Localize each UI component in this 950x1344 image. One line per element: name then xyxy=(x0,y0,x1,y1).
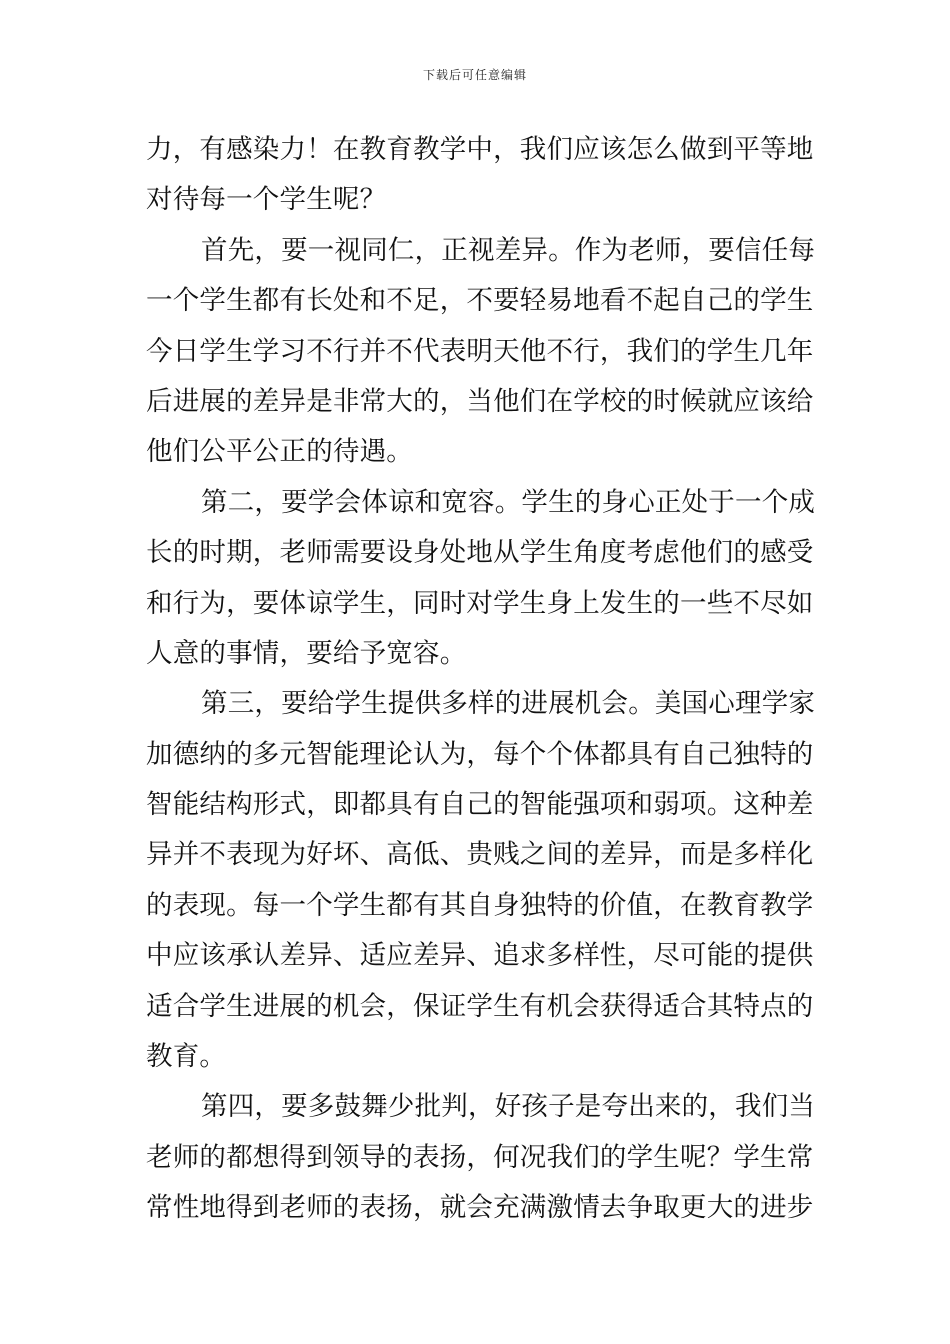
text-line: 后进展的差异是非常大的，当他们在学校的时候就应该给 xyxy=(146,385,814,417)
text-line: 一个学生都有长处和不足，不要轻易地看不起自己的学生 xyxy=(146,285,814,317)
paragraph-start-line: 首先，要一视同仁，正视差异。作为老师，要信任每 xyxy=(201,234,816,266)
text-line: 他们公平公正的待遇。 xyxy=(146,436,413,468)
text-line: 中应该承认差异、适应差异、追求多样性，尽可能的提供 xyxy=(146,940,814,972)
text-line: 的表现。每一个学生都有其自身独特的价值，在教育教学 xyxy=(146,889,814,921)
text-line: 对待每一个学生呢？ xyxy=(146,184,387,216)
page-header: 下载后可任意编辑 xyxy=(422,68,527,82)
document-body xyxy=(146,125,816,1234)
text-line: 力，有感染力！在教育教学中，我们应该怎么做到平等地 xyxy=(146,134,814,165)
text-line: 老师的都想得到领导的表扬，何况我们的学生呢？学生常 xyxy=(146,1141,814,1173)
text-line: 异并不表现为好坏、高低、贵贱之间的差异，而是多样化 xyxy=(146,839,814,871)
text-line: 适合学生进展的机会，保证学生有机会获得适合其特点的 xyxy=(146,990,814,1022)
paragraph-start-line: 第二，要学会体谅和宽容。学生的身心正处于一个成 xyxy=(201,486,816,518)
text-line: 常性地得到老师的表扬，就会充满激情去争取更大的进步 xyxy=(146,1192,814,1224)
text-line: 智能结构形式，即都具有自己的智能强项和弱项。这种差 xyxy=(146,789,814,821)
text-line: 人意的事情，要给予宽容。 xyxy=(146,637,467,669)
text-line: 加德纳的多元智能理论认为，每个个体都具有自己独特的 xyxy=(146,738,814,770)
text-line: 和行为，要体谅学生，同时对学生身上发生的一些不尽如 xyxy=(146,587,814,619)
text-line: 今日学生学习不行并不代表明天他不行，我们的学生几年 xyxy=(146,335,814,367)
paragraph-start-line: 第三，要给学生提供多样的进展机会。美国心理学家 xyxy=(201,688,816,720)
text-line: 长的时期，老师需要设身处地从学生角度考虑他们的感受 xyxy=(146,537,814,569)
paragraph-start-line: 第四，要多鼓舞少批判，好孩子是夸出来的，我们当 xyxy=(201,1091,816,1123)
text-line: 教育。 xyxy=(146,1041,227,1073)
